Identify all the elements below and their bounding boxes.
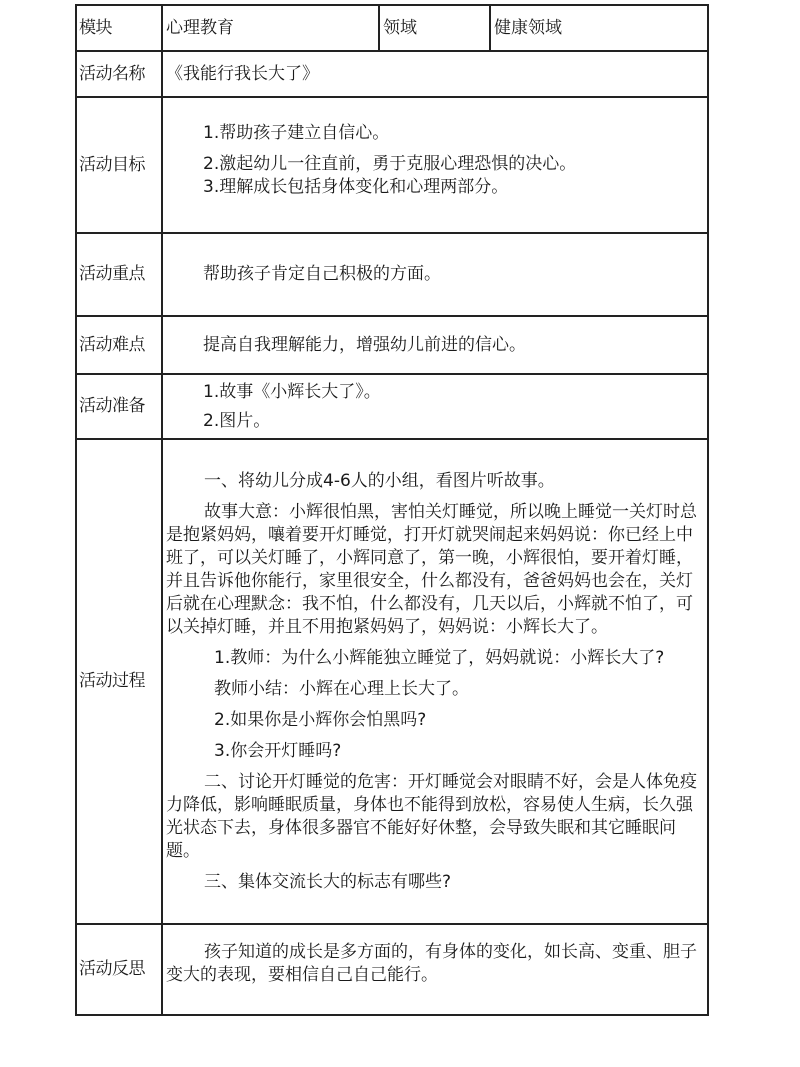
module-label: 模块 [76, 5, 162, 51]
module-value: 心理教育 [162, 5, 379, 51]
difficulty-value: 提高自我理解能力，增强幼儿前进的信心。 [162, 316, 708, 374]
reflection-row [76, 924, 708, 1015]
key-point-row [76, 233, 708, 316]
activity-name-label: 活动名称 [76, 51, 162, 97]
process-story: 故事大意：小辉很怕黑，害怕关灯睡觉，所以晚上睡觉一关灯时总是抱紧妈妈，嚷着要开灯睡觉，打开灯就哭闹起来妈妈说：你已经上中班了，可以关灯睡了，小辉同意了，第一晚，小辉很怕，要开着灯睡，并且告诉他你能行，家里很安全，什么都没有，爸爸妈妈也会在，关灯后就在心理默念：我不怕，什么都没有，几天以后，小辉就不怕了，可以关掉灯睡，并且不用抱紧妈妈了，妈妈说：小辉长大了。 [166, 501, 697, 637]
activity-name-value: 《我能行我长大了》 [162, 51, 708, 97]
difficulty-label: 活动难点 [76, 316, 162, 374]
process-step-2: 二、讨论开灯睡觉的危害：开灯睡觉会对眼睛不好，会是人体免疫力降低，影响睡眠质量，身体也不能得到放松，容易使人生病，长久强光状态下去，身体很多器官不能好好休整，会导致失眠和其它睡眠问题。 [166, 771, 697, 861]
header-row [76, 5, 708, 51]
preparation-item: 2.图片。 [203, 410, 271, 431]
goal-item: 1.帮助孩子建立自信心。 [203, 122, 390, 143]
goals-row [76, 97, 708, 233]
domain-label: 领域 [379, 5, 490, 51]
preparation-row [76, 374, 708, 439]
reflection-value: 孩子知道的成长是多方面的，有身体的变化，如长高、变重、胆子变大的表现，要相信自己自己能行。 [166, 941, 697, 985]
process-label: 活动过程 [76, 439, 162, 924]
goals-label: 活动目标 [76, 97, 162, 233]
process-question-2: 2.如果你是小辉你会怕黑吗? [214, 709, 427, 730]
reflection-content [162, 924, 708, 1015]
domain-value: 健康领域 [490, 5, 708, 51]
process-question-1: 1.教师：为什么小辉能独立睡觉了，妈妈就说：小辉长大了? [214, 647, 665, 668]
process-question-3: 3.你会开灯睡吗? [214, 740, 342, 761]
process-summary: 教师小结：小辉在心理上长大了。 [214, 678, 469, 699]
goal-item: 2.激起幼儿一往直前，勇于克服心理恐惧的决心。 [203, 153, 577, 174]
lesson-plan-document [75, 4, 707, 1016]
process-step-1: 一、将幼儿分成4-6人的小组，看图片听故事。 [204, 470, 555, 491]
process-row [76, 439, 708, 924]
process-step-3: 三、集体交流长大的标志有哪些? [204, 871, 452, 892]
process-content [162, 439, 708, 924]
key-point-value: 帮助孩子肯定自己积极的方面。 [162, 233, 708, 316]
difficulty-row [76, 316, 708, 374]
reflection-label: 活动反思 [76, 924, 162, 1015]
activity-name-row [76, 51, 708, 97]
key-point-label: 活动重点 [76, 233, 162, 316]
preparation-label: 活动准备 [76, 374, 162, 439]
preparation-item: 1.故事《小辉长大了》。 [203, 381, 381, 402]
lesson-plan-table [75, 4, 709, 1016]
goal-item: 3.理解成长包括身体变化和心理两部分。 [203, 176, 509, 197]
goals-content [162, 97, 708, 233]
preparation-content [162, 374, 708, 439]
